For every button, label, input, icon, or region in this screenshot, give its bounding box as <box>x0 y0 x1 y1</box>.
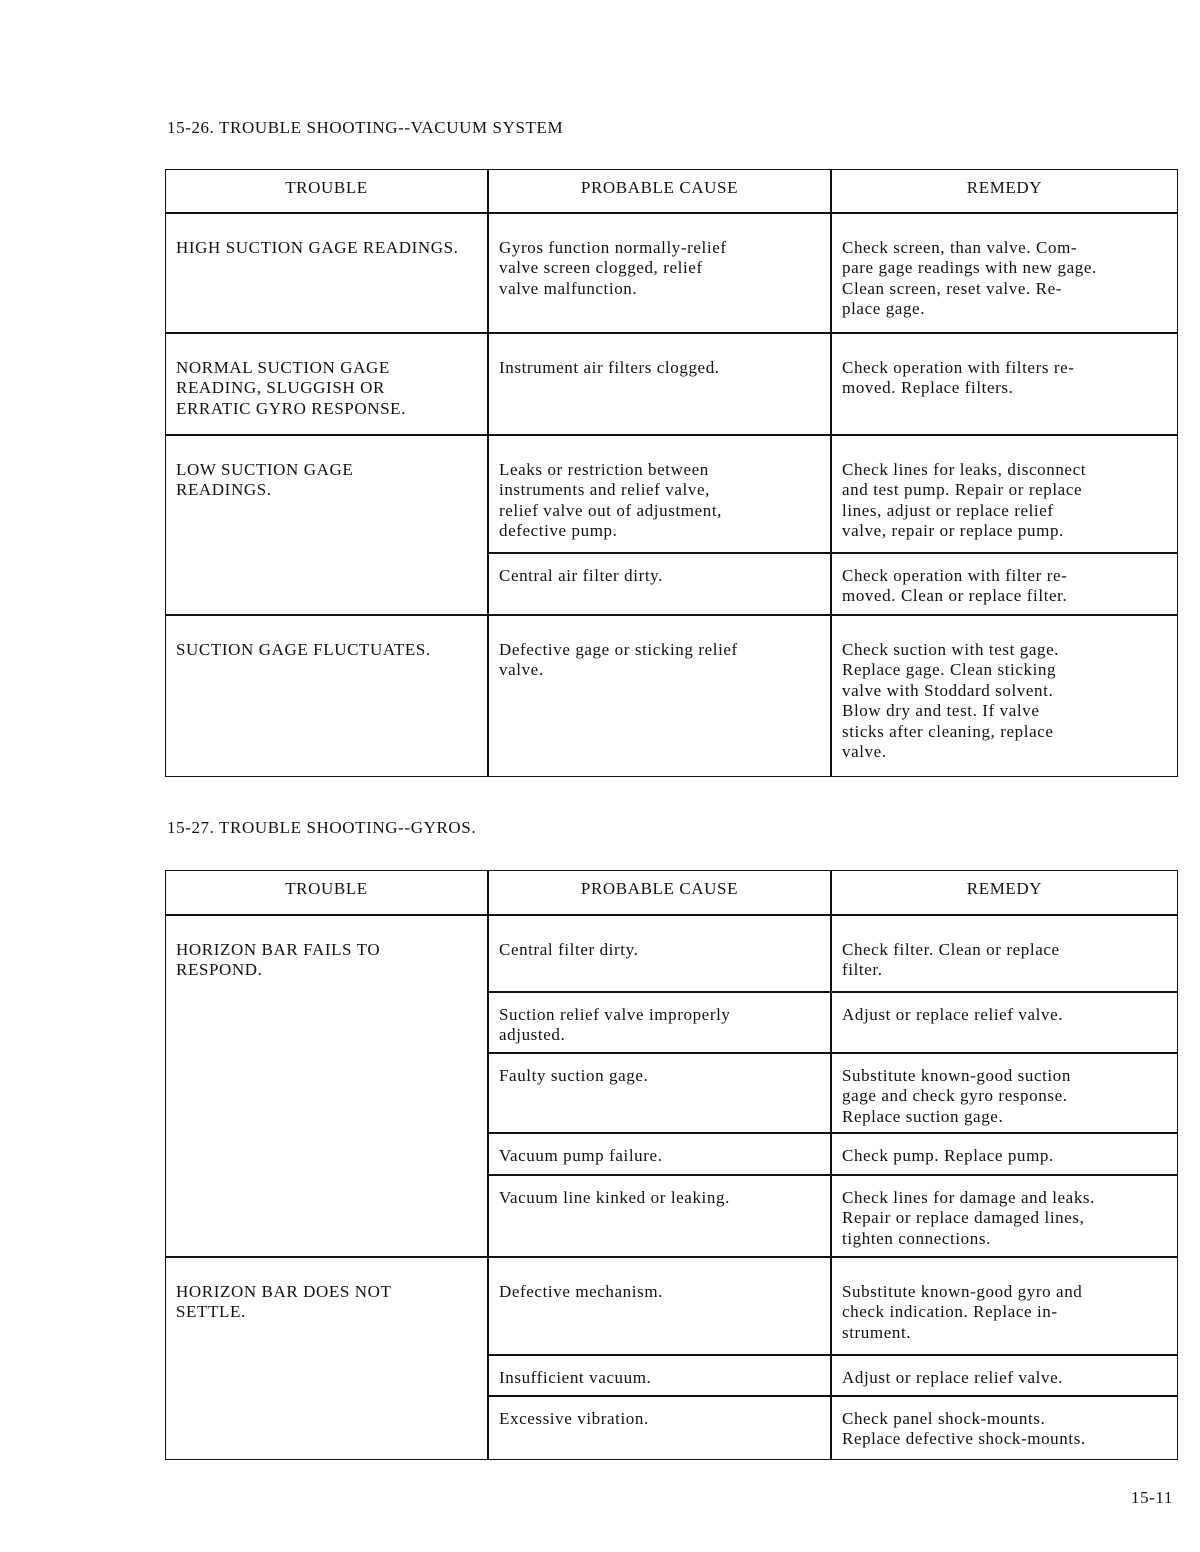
remedy-cell: Check lines for damage and leaks. Repair or replace damaged lines, tighten connections. <box>831 1175 1178 1257</box>
cause-cell: Central filter dirty. <box>488 915 831 992</box>
remedy-cell: Check screen, than valve. Com- pare gage readings with new gage. Clean screen, reset valve. Re- place gage. <box>831 213 1178 333</box>
trouble-cell: HORIZON BAR DOES NOT SETTLE. <box>165 1257 488 1460</box>
table-title: 15-26. TROUBLE SHOOTING--VACUUM SYSTEM <box>167 118 564 137</box>
remedy-cell: Substitute known-good gyro and check indication. Replace in- strument. <box>831 1257 1178 1355</box>
remedy-cell: Check suction with test gage. Replace gage. Clean sticking valve with Stoddard solvent. Blow dry and test. If valve sticks after cleaning, replace valve. <box>831 615 1178 777</box>
trouble-cell: SUCTION GAGE FLUCTUATES. <box>165 615 488 777</box>
trouble-cell: HORIZON BAR FAILS TO RESPOND. <box>165 915 488 1257</box>
cause-cell: Vacuum line kinked or leaking. <box>488 1175 831 1257</box>
remedy-cell: Check lines for leaks, disconnect and test pump. Repair or replace lines, adjust or replace relief valve, repair or replace pump. <box>831 435 1178 553</box>
cause-cell: Gyros function normally-relief valve screen clogged, relief valve malfunction. <box>488 213 831 333</box>
remedy-cell: Check filter. Clean or replace filter. <box>831 915 1178 992</box>
trouble-cell: NORMAL SUCTION GAGE READING, SLUGGISH OR ERRATIC GYRO RESPONSE. <box>165 333 488 435</box>
column-header: PROBABLE CAUSE <box>488 169 831 213</box>
trouble-cell: HIGH SUCTION GAGE READINGS. <box>165 213 488 333</box>
cause-cell: Vacuum pump failure. <box>488 1133 831 1175</box>
column-header: PROBABLE CAUSE <box>488 870 831 915</box>
column-header: TROUBLE <box>165 870 488 915</box>
column-header: REMEDY <box>831 169 1178 213</box>
remedy-cell: Check pump. Replace pump. <box>831 1133 1178 1175</box>
remedy-cell: Substitute known-good suction gage and check gyro response. Replace suction gage. <box>831 1053 1178 1133</box>
remedy-cell: Adjust or replace relief valve. <box>831 1355 1178 1396</box>
remedy-cell: Adjust or replace relief valve. <box>831 992 1178 1053</box>
remedy-cell: Check operation with filters re- moved. Replace filters. <box>831 333 1178 435</box>
cause-cell: Instrument air filters clogged. <box>488 333 831 435</box>
cause-cell: Suction relief valve improperly adjusted. <box>488 992 831 1053</box>
trouble-cell: LOW SUCTION GAGE READINGS. <box>165 435 488 615</box>
cause-cell: Defective mechanism. <box>488 1257 831 1355</box>
remedy-cell: Check operation with filter re- moved. Clean or replace filter. <box>831 553 1178 615</box>
remedy-cell: Check panel shock-mounts. Replace defective shock-mounts. <box>831 1396 1178 1460</box>
cause-cell: Leaks or restriction between instruments and relief valve, relief valve out of adjustment, defective pump. <box>488 435 831 553</box>
cause-cell: Faulty suction gage. <box>488 1053 831 1133</box>
column-header: REMEDY <box>831 870 1178 915</box>
page-number: 15-11 <box>1130 1488 1173 1507</box>
cause-cell: Defective gage or sticking relief valve. <box>488 615 831 777</box>
table-title: 15-27. TROUBLE SHOOTING--GYROS. <box>167 818 477 837</box>
cause-cell: Excessive vibration. <box>488 1396 831 1460</box>
cause-cell: Insufficient vacuum. <box>488 1355 831 1396</box>
column-header: TROUBLE <box>165 169 488 213</box>
cause-cell: Central air filter dirty. <box>488 553 831 615</box>
